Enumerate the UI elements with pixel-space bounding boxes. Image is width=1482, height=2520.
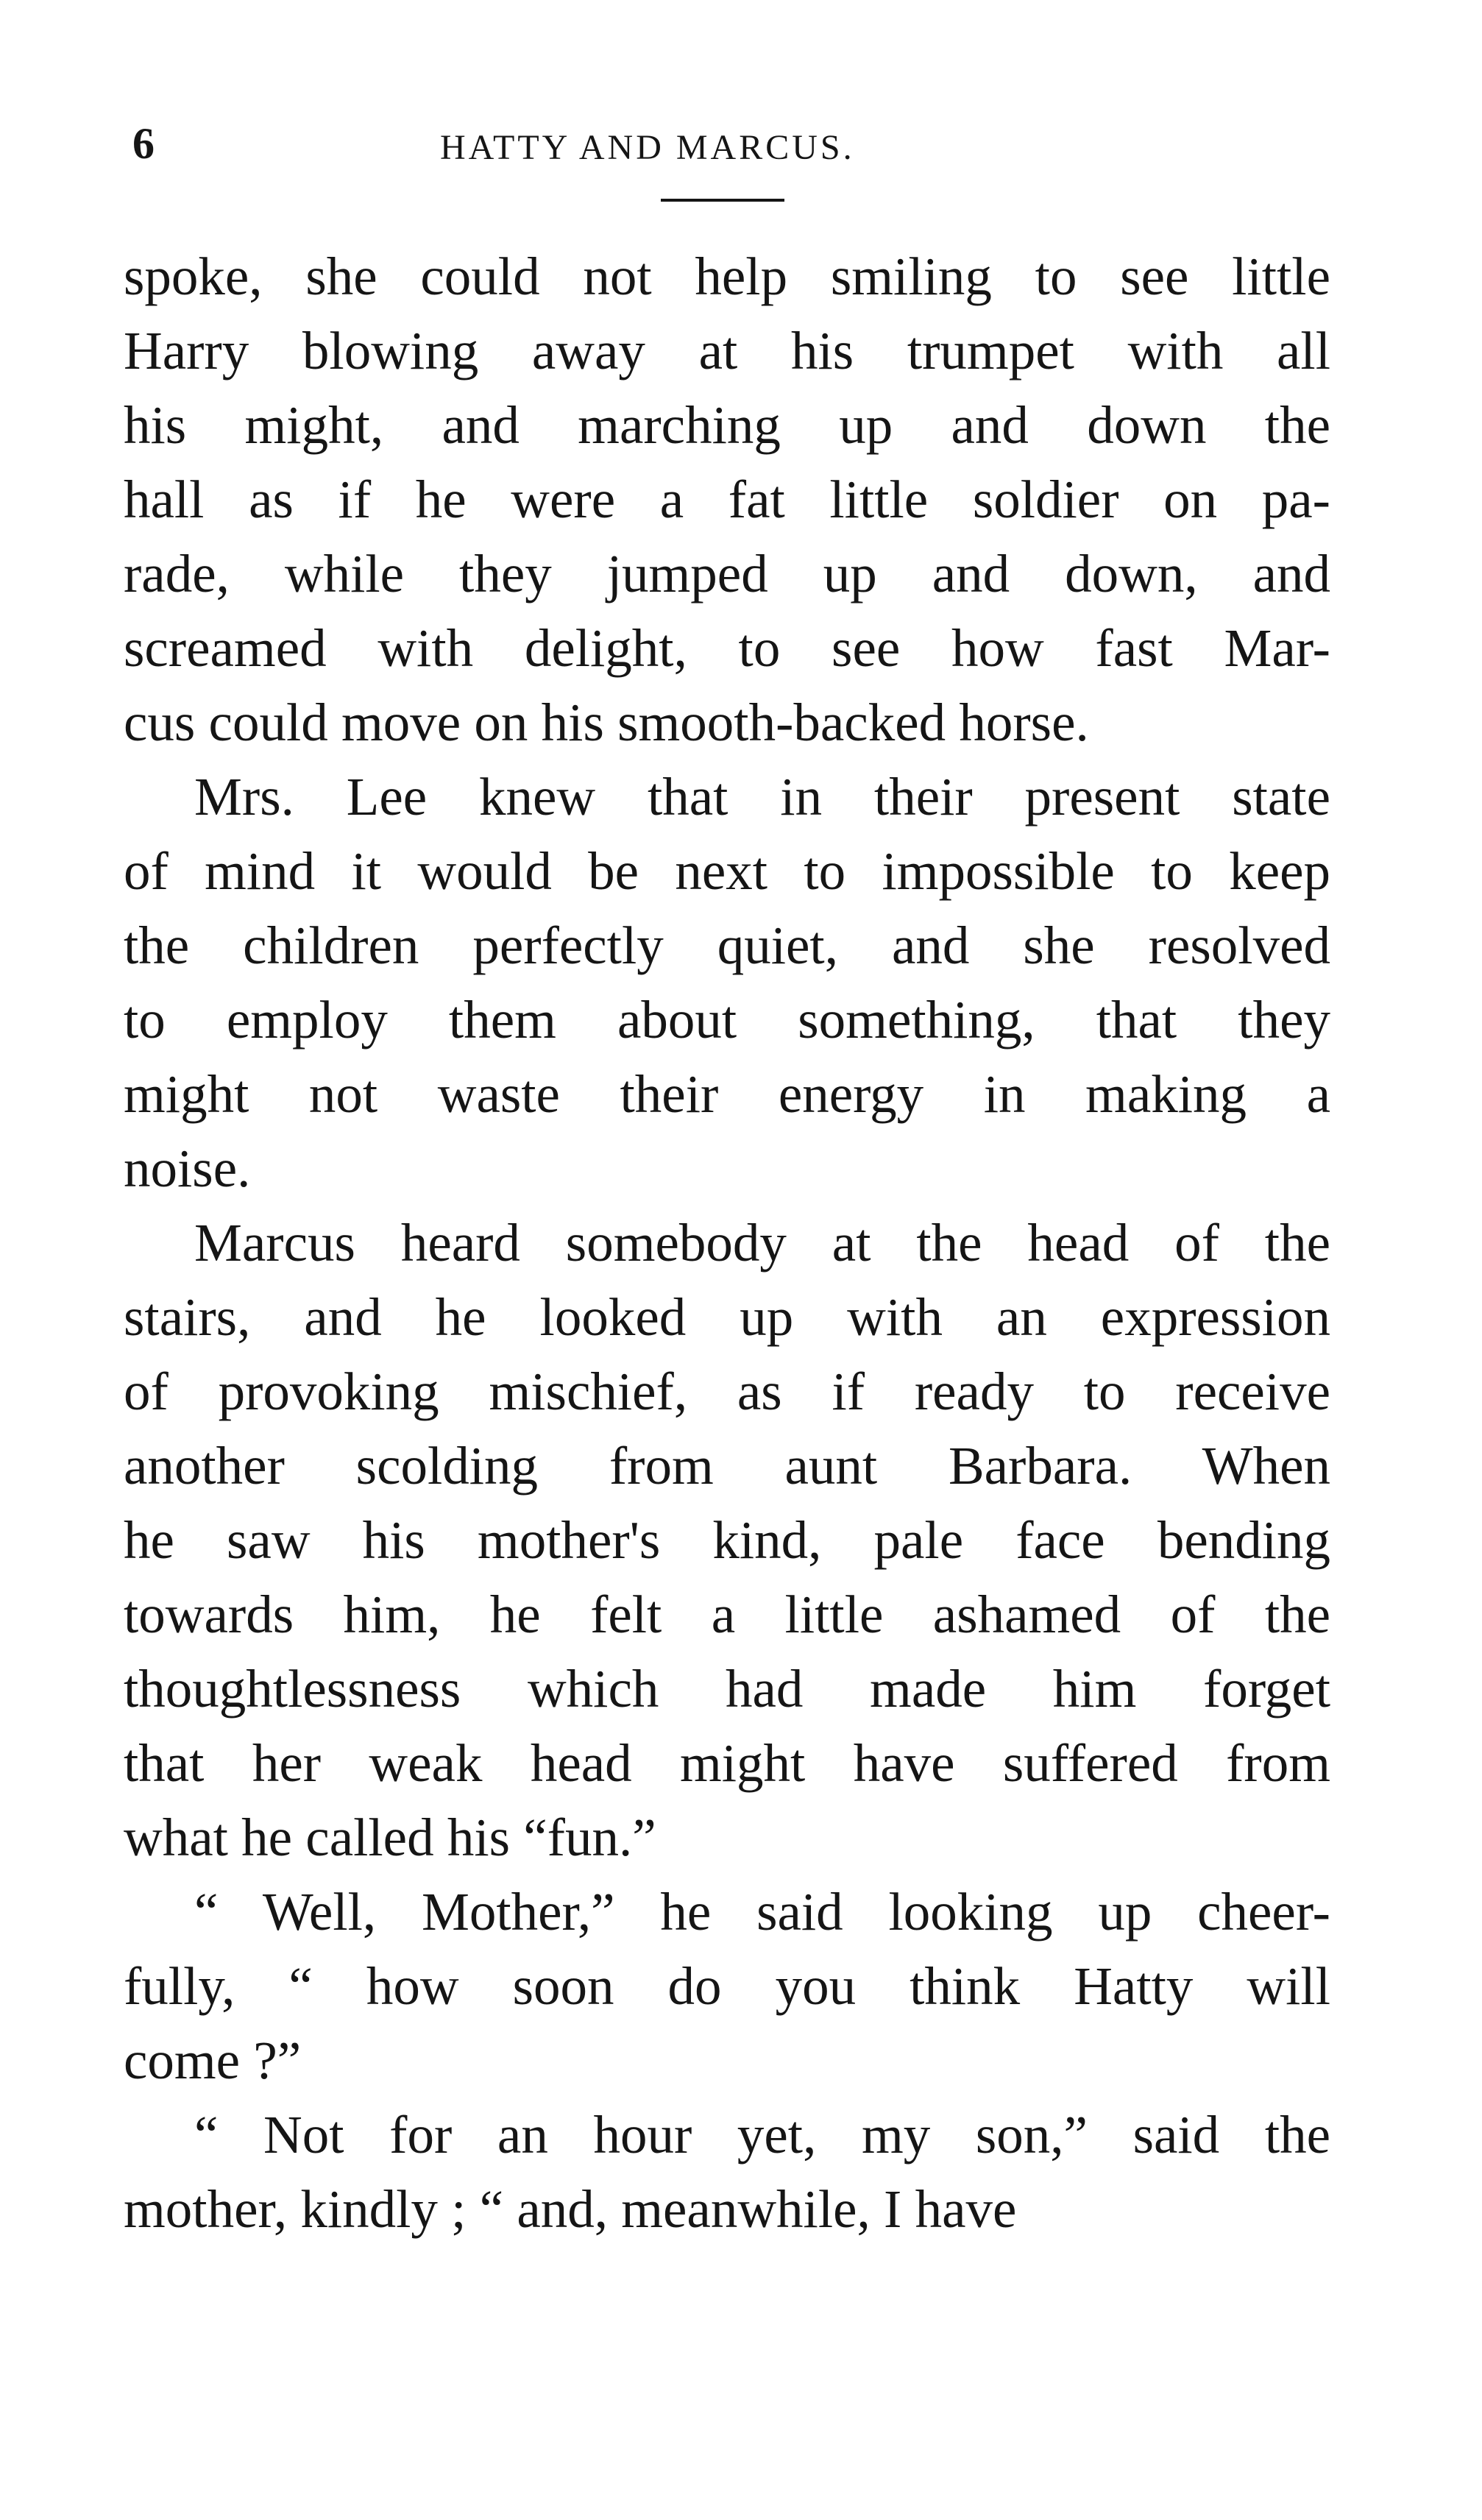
paragraph bbox=[124, 2098, 1330, 2246]
text-line: towards him, he felt a little ashamed of the bbox=[124, 1585, 1330, 1644]
paragraph bbox=[124, 1875, 1330, 2098]
text-line: to employ them about something, that they bbox=[124, 990, 1330, 1050]
page-number: 6 bbox=[132, 119, 155, 168]
text-line: spoke, she could not help smiling to see little bbox=[124, 247, 1330, 306]
text-line: Mrs. Lee knew that in their present state bbox=[194, 767, 1330, 827]
text-line: “ Not for an hour yet, my son,” said the bbox=[194, 2105, 1330, 2165]
text-line: rade, while they jumped up and down, and bbox=[124, 544, 1330, 604]
text-line: hall as if he were a fat little soldier on pa- bbox=[124, 470, 1330, 529]
paragraph bbox=[124, 239, 1330, 760]
text-line: that her weak head might have suffered from bbox=[124, 1733, 1330, 1793]
text-line: his might, and marching up and down the bbox=[124, 395, 1330, 455]
text-line: thoughtlessness which had made him forget bbox=[124, 1659, 1330, 1719]
text-line: of mind it would be next to impossible to keep bbox=[124, 841, 1330, 901]
paragraph bbox=[124, 760, 1330, 1206]
running-title: HATTY AND MARCUS. bbox=[440, 128, 855, 167]
text-line: mother, kindly ; “ and, meanwhile, I have bbox=[124, 2179, 1017, 2239]
header-rule bbox=[661, 199, 784, 202]
running-head bbox=[124, 110, 1330, 177]
text-line: the children perfectly quiet, and she resolved bbox=[124, 916, 1330, 975]
text-line: fully, “ how soon do you think Hatty will bbox=[124, 1956, 1330, 2016]
text-line: “ Well, Mother,” he said looking up cheer- bbox=[194, 1882, 1330, 1942]
text-line: Harry blowing away at his trumpet with all bbox=[124, 321, 1330, 381]
text-line: he saw his mother's kind, pale face bending bbox=[124, 1510, 1330, 1570]
text-line: Marcus heard somebody at the head of the bbox=[194, 1213, 1330, 1273]
text-line: another scolding from aunt Barbara. When bbox=[124, 1436, 1330, 1496]
text-line: come ?” bbox=[124, 2031, 302, 2090]
text-line: might not waste their energy in making a bbox=[124, 1064, 1330, 1124]
body-text bbox=[124, 239, 1330, 2246]
text-line: cus could move on his smooth-backed horse. bbox=[124, 693, 1089, 752]
text-line: stairs, and he looked up with an expression bbox=[124, 1287, 1330, 1347]
text-line: screamed with delight, to see how fast Mar- bbox=[124, 618, 1330, 678]
paragraph bbox=[124, 1206, 1330, 1875]
text-line: noise. bbox=[124, 1139, 251, 1198]
text-line: what he called his “fun.” bbox=[124, 1808, 656, 1867]
text-line: of provoking mischief, as if ready to receive bbox=[124, 1362, 1330, 1421]
